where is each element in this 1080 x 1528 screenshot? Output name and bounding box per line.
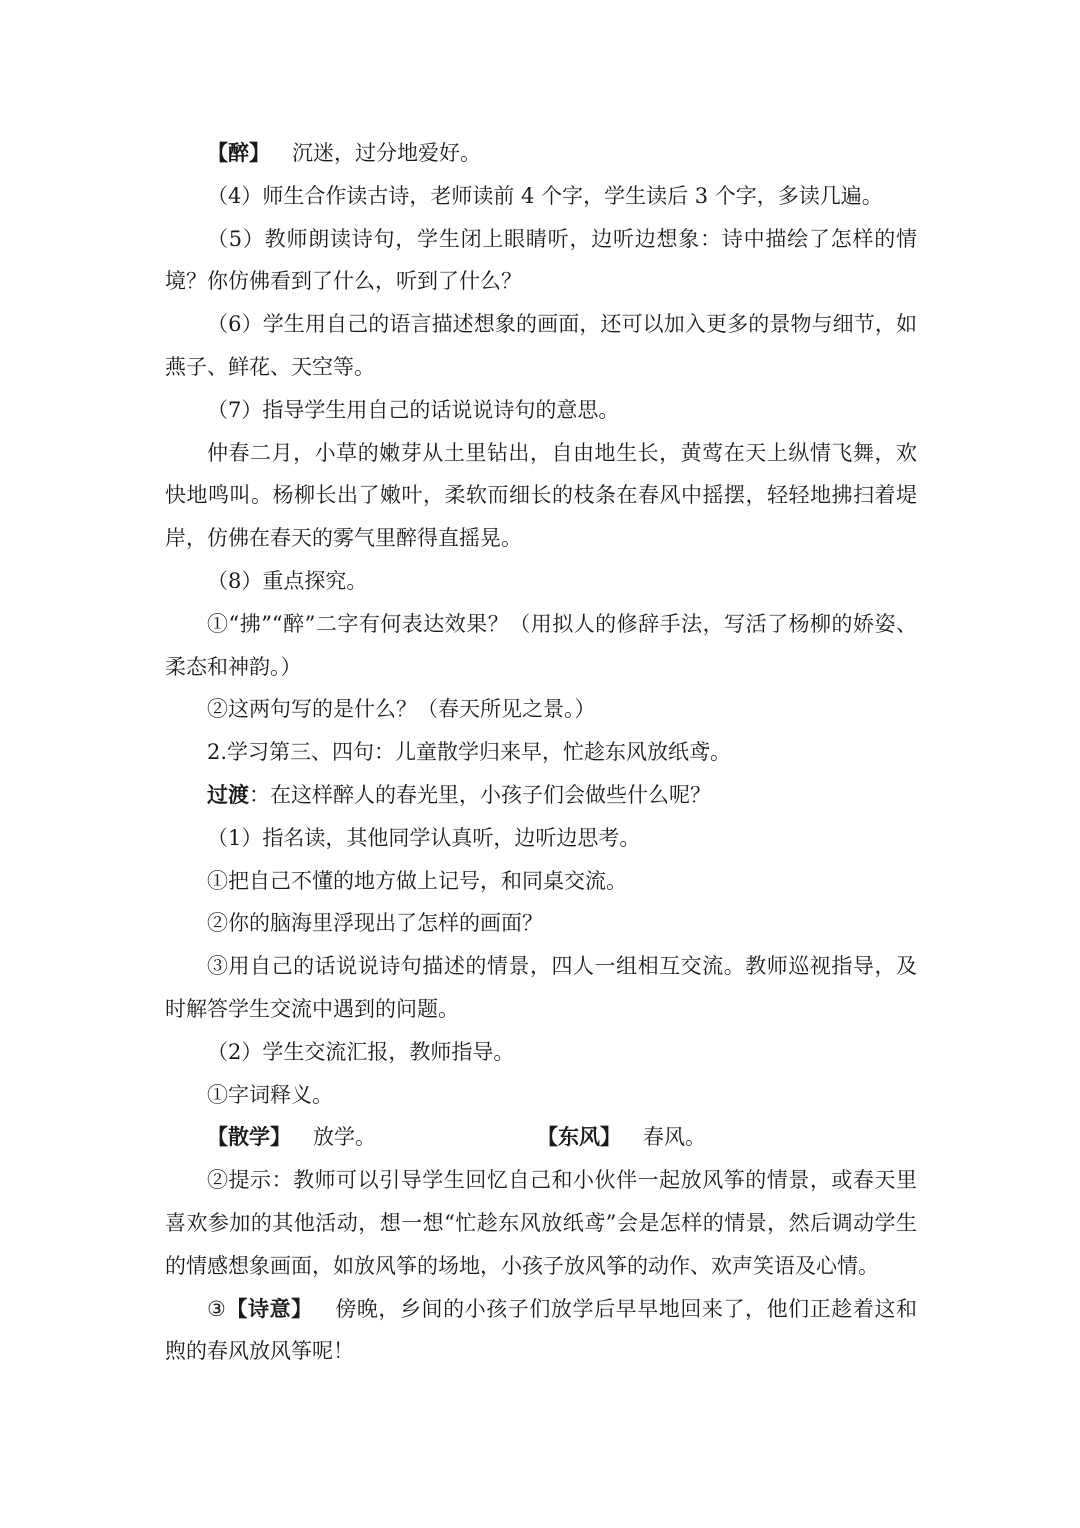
- step-4-paragraph: （4）师生合作读古诗，老师读前 4 个字，学生读后 3 个字，多读几遍。: [207, 183, 883, 208]
- step-7-paragraph: （7）指导学生用自己的话说说诗句的意思。: [207, 397, 620, 422]
- step-8-paragraph: （8）重点探究。: [207, 568, 368, 593]
- sub-step-3-paragraph: ③用自己的话说说诗句描述的情景，四人一组相互交流。教师巡视指导，及时解答学生交流中遇到的问题。: [165, 954, 917, 1021]
- gloss-zui: [165, 132, 917, 175]
- gloss-row: [165, 1116, 917, 1159]
- step-5-paragraph: （5）教师朗读诗句，学生闭上眼睛听，边听边想象：诗中描绘了怎样的情境？你仿佛看到了什么，听到了什么？: [165, 226, 917, 294]
- interpretation-text: 傍晚，乡间的小孩子们放学后早早地回来了，他们正趁着这和煦的春风放风筝呢！: [165, 1296, 918, 1364]
- gloss-definition: 沉迷，过分地爱好。: [292, 141, 481, 165]
- gloss-definition: 春风。: [643, 1125, 706, 1150]
- sub-step-1-paragraph: ①把自己不懂的地方做上记号，和同桌交流。: [207, 868, 627, 893]
- step-6-paragraph: （6）学生用自己的语言描述想象的画面，还可以加入更多的景物与细节，如燕子、鲜花、天空等。: [165, 312, 917, 379]
- hint-paragraph: ②提示：教师可以引导学生回忆自己和小伙伴一起放风筝的情景，或春天里喜欢参加的其他活动，想一想“忙趁东风放纸鸢”会是怎样的情景，然后调动学生的情感想象画面，如放风筝的场地，小孩子放风筝的动作、欢声笑语及心情。: [165, 1168, 917, 1278]
- poem-interpretation-paragraph: [165, 1288, 917, 1374]
- gloss-term: 【东风】: [537, 1124, 621, 1150]
- gloss-dongfeng: [537, 1116, 706, 1159]
- poem-meaning-paragraph: 仲春二月，小草的嫩芽从土里钻出，自由地生长，黄莺在天上纵情飞舞，欢快地鸣叫。杨柳长出了嫩叶，柔软而细长的枝条在春风中摇摆，轻轻地拂扫着堤岸，仿佛在春天的雾气里醉得直摇晃。: [165, 440, 917, 551]
- lesson-plan-body: [165, 132, 917, 1373]
- transition-label: 过渡: [207, 781, 249, 807]
- gloss-term: 【诗意】: [226, 1295, 313, 1321]
- step-1-paragraph: （1）指名读，其他同学认真听，边听边思考。: [207, 825, 641, 850]
- item-number: ③: [207, 1296, 227, 1321]
- question-2-paragraph: ②这两句写的是什么？（春天所见之景。）: [207, 697, 596, 722]
- gloss-sanxue: [207, 1116, 376, 1159]
- sub-step-2-paragraph: ②你的脑海里浮现出了怎样的画面？: [207, 911, 543, 936]
- gloss-term: 【醉】: [207, 140, 270, 165]
- transition-text: ：在这样醉人的春光里，小孩子们会做些什么呢？: [249, 782, 711, 807]
- word-meaning-heading: ①字词释义。: [207, 1082, 333, 1107]
- gloss-definition: 放学。: [313, 1125, 376, 1150]
- step-2-paragraph: （2）学生交流汇报，教师指导。: [207, 1039, 515, 1064]
- gloss-term: 【散学】: [207, 1124, 291, 1150]
- question-1-paragraph: ①“拂”“醉”二字有何表达效果？（用拟人的修辞手法，写活了杨柳的娇姿、柔态和神韵。）: [165, 611, 917, 679]
- section-2-heading: 2.学习第三、四句：儿童散学归来早，忙趁东风放纸鸢。: [207, 740, 732, 765]
- transition-paragraph: [165, 774, 917, 817]
